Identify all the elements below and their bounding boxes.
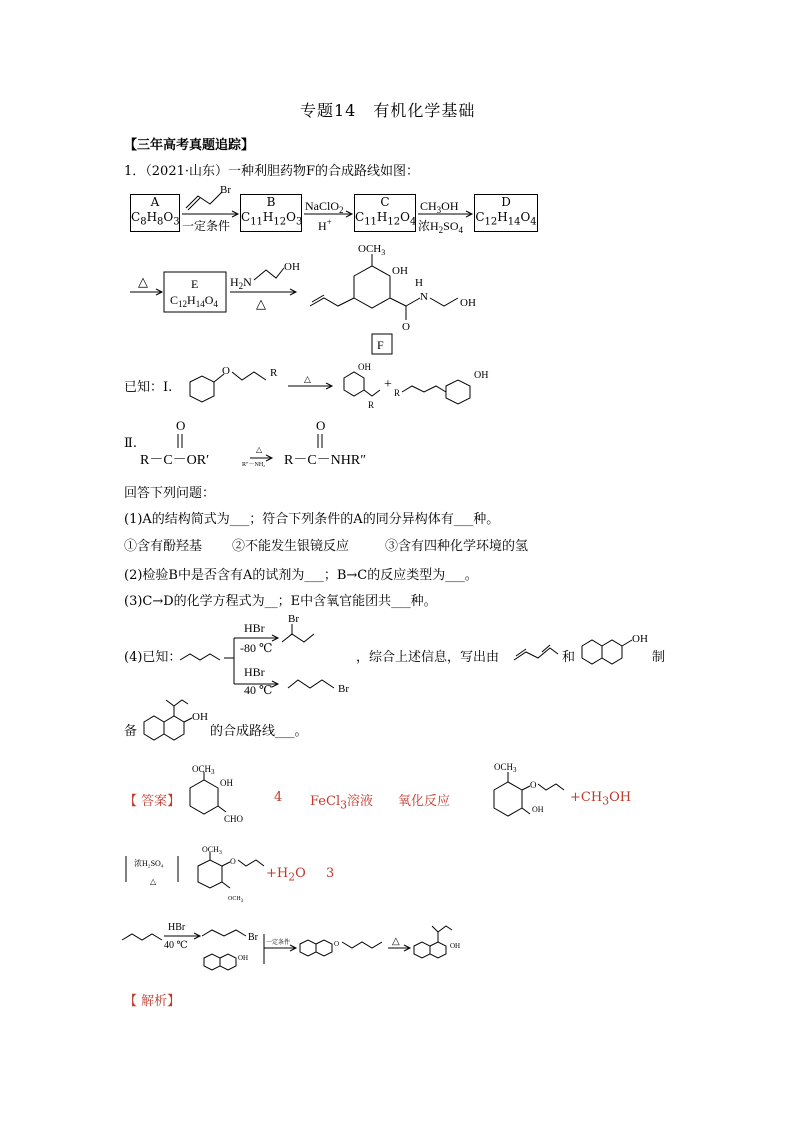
question-1-conditions [124, 535, 528, 554]
question-stem: 1．（2021·山东）一种利胆药物F的合成路线如图： [124, 164, 420, 179]
route-row1-arrows [120, 180, 550, 240]
compound-c-label: C [380, 195, 390, 209]
answer-route-br: Br [248, 932, 258, 943]
answer-compound-a [180, 764, 250, 834]
compound-d-label: D [501, 195, 511, 209]
known-ii-left: R－C－OR′ [140, 453, 210, 468]
answer-label: 【 答案】 [124, 794, 181, 809]
question-4-make: 制 [652, 650, 666, 665]
answer-count2: 3 [326, 866, 335, 881]
f-h: H [415, 277, 423, 289]
answer-d-o: O [230, 857, 236, 866]
known-i-r2: R [368, 400, 375, 410]
known-i-scheme [184, 362, 504, 412]
answer-a-oh: OH [220, 778, 233, 788]
ab-cond: 一定条件 [182, 219, 231, 233]
bc-top: NaClO$_2$ [305, 199, 344, 215]
answer-a-cho: CHO [224, 814, 244, 824]
f-oh2: OH [460, 297, 476, 309]
compound-d-formula: $C_{12}H_{14}O_4$ [475, 210, 537, 228]
known-i-oh: OH [358, 362, 371, 372]
answer-cond [120, 852, 184, 892]
answer-route-hbr: HBr [168, 922, 186, 933]
known-i-r3: R [394, 388, 401, 398]
answer-plus-methanol: $+CH_3OH$ [570, 790, 632, 808]
f-carbonyl-o: O [402, 321, 410, 333]
answer-d-ester: $OCH_3$ [228, 896, 244, 904]
answer-route [120, 914, 480, 986]
answer-c-oh: OH [532, 805, 544, 814]
answer-count: 4 [274, 790, 283, 805]
answer-a-och3: $OCH_3$ [192, 764, 215, 776]
amine-h2n: $H_2N$ [230, 275, 252, 291]
compound-c-formula: $C_{11}H_{12}O_4$ [355, 210, 417, 228]
known-i-r: R [270, 367, 278, 379]
questions-intro: 回答下列问题： [124, 486, 216, 501]
f-och3: $OCH_3$ [358, 243, 386, 257]
known-i-oh2: OH [474, 370, 489, 381]
answer-plus-water: $+H_2O$ [266, 866, 306, 884]
question-4-mid: ，综合上述信息，写出由 [356, 650, 500, 665]
question-4-and: 和 [562, 650, 576, 665]
known-ii-o: O [176, 418, 186, 433]
question-4-line2-prefix: 备 [124, 724, 138, 739]
cd-top: $CH_3OH$ [420, 199, 459, 215]
answer-route-cond: 一定条件 [266, 940, 291, 946]
answer-cond-bottom: △ [150, 877, 157, 886]
q4-temp-2: 40 ℃ [244, 683, 273, 696]
q4-temp-1: -80 ℃ [240, 641, 273, 655]
known-ii-scheme [138, 418, 398, 470]
q4-naphthol-oh: OH [632, 633, 648, 645]
answer-route-oh2: OH [450, 942, 461, 950]
q4-butadiene [512, 640, 562, 664]
answer-compound-c [484, 760, 574, 830]
answer-route-o: O [334, 940, 340, 948]
cd-bottom: 浓$H_2SO_4$ [418, 219, 464, 235]
known-ii-label: Ⅱ. [124, 436, 137, 451]
known-label: 已知：Ⅰ. [124, 380, 173, 395]
condition-2: ②不能发生银镜反应 [232, 539, 350, 554]
answer-cond-top: 浓H₂SO₄ [134, 859, 164, 868]
known-ii-right: R－C－NHR″ [284, 453, 367, 468]
condition-1: ①含有酚羟基 [124, 539, 203, 554]
question-4-line2-suffix: 的合成路线___。 [210, 724, 308, 739]
heat-2: △ [256, 296, 266, 311]
answer-route-oh: OH [238, 954, 249, 962]
answer-reaction-type: 氧化反应 [398, 794, 451, 809]
compound-a-formula: $C_8H_8O_3$ [131, 210, 180, 228]
compound-f-label: F [377, 338, 384, 352]
known-i-plus: + [384, 377, 392, 392]
q4-hbr-2: HBr [244, 665, 265, 679]
q4-target-oh: OH [192, 711, 208, 723]
amine-oh: OH [284, 261, 300, 273]
compound-a-label: A [150, 195, 160, 209]
compound-e-label: E [191, 277, 199, 291]
heat-1: △ [138, 274, 148, 289]
compound-e-formula: $C_{12}H_{14}O_4$ [170, 293, 218, 309]
q4-naphthol [578, 632, 652, 672]
condition-3: ③含有四种化学环境的氢 [385, 539, 529, 554]
section-heading: 【三年高考真题追踪】 [124, 138, 255, 153]
page-title: 专题14 有机化学基础 [300, 101, 476, 120]
answer-d-och3: $OCH_3$ [202, 845, 222, 856]
answer-reagent: FeCl$_3$溶液 [310, 794, 374, 812]
answer-compound-d [188, 844, 268, 908]
bc-bottom: H+ [318, 217, 332, 233]
known-i-o: O [222, 365, 230, 377]
question-1: (1)A的结构简式为___；符合下列条件的A的同分异构体有___种。 [124, 512, 500, 527]
analysis-label: 【 解析】 [124, 994, 181, 1009]
answer-c-och3: $OCH_3$ [494, 762, 517, 774]
q4-hbr-1: HBr [244, 621, 265, 635]
known-ii-o2: O [316, 418, 326, 433]
compound-b-label: B [266, 195, 276, 209]
question-3: (3)C→D的化学方程式为__；E中含氧官能团共___种。 [124, 594, 437, 609]
q4-br-1: Br [288, 614, 299, 625]
f-oh: OH [392, 265, 408, 277]
f-n: N [420, 291, 428, 303]
answer-c-o: O [530, 780, 537, 790]
known-i-delta: △ [304, 374, 311, 384]
question-4-prefix: (4)已知： [124, 650, 182, 665]
question-2: (2)检验B中是否含有A的试剂为___；B→C的反应类型为___。 [124, 568, 478, 583]
compound-b-formula: $C_{11}H_{12}O_3$ [241, 210, 303, 228]
answer-route-40: 40 ℃ [164, 940, 188, 951]
answer-route-delta: △ [392, 936, 400, 947]
ab-br: Br [220, 184, 231, 196]
known-ii-cond: R″－NH₂ [242, 462, 266, 468]
q4-target [140, 696, 212, 744]
known-ii-delta: △ [256, 445, 263, 454]
q4-br-2: Br [338, 683, 349, 695]
route-row2 [124, 240, 484, 358]
